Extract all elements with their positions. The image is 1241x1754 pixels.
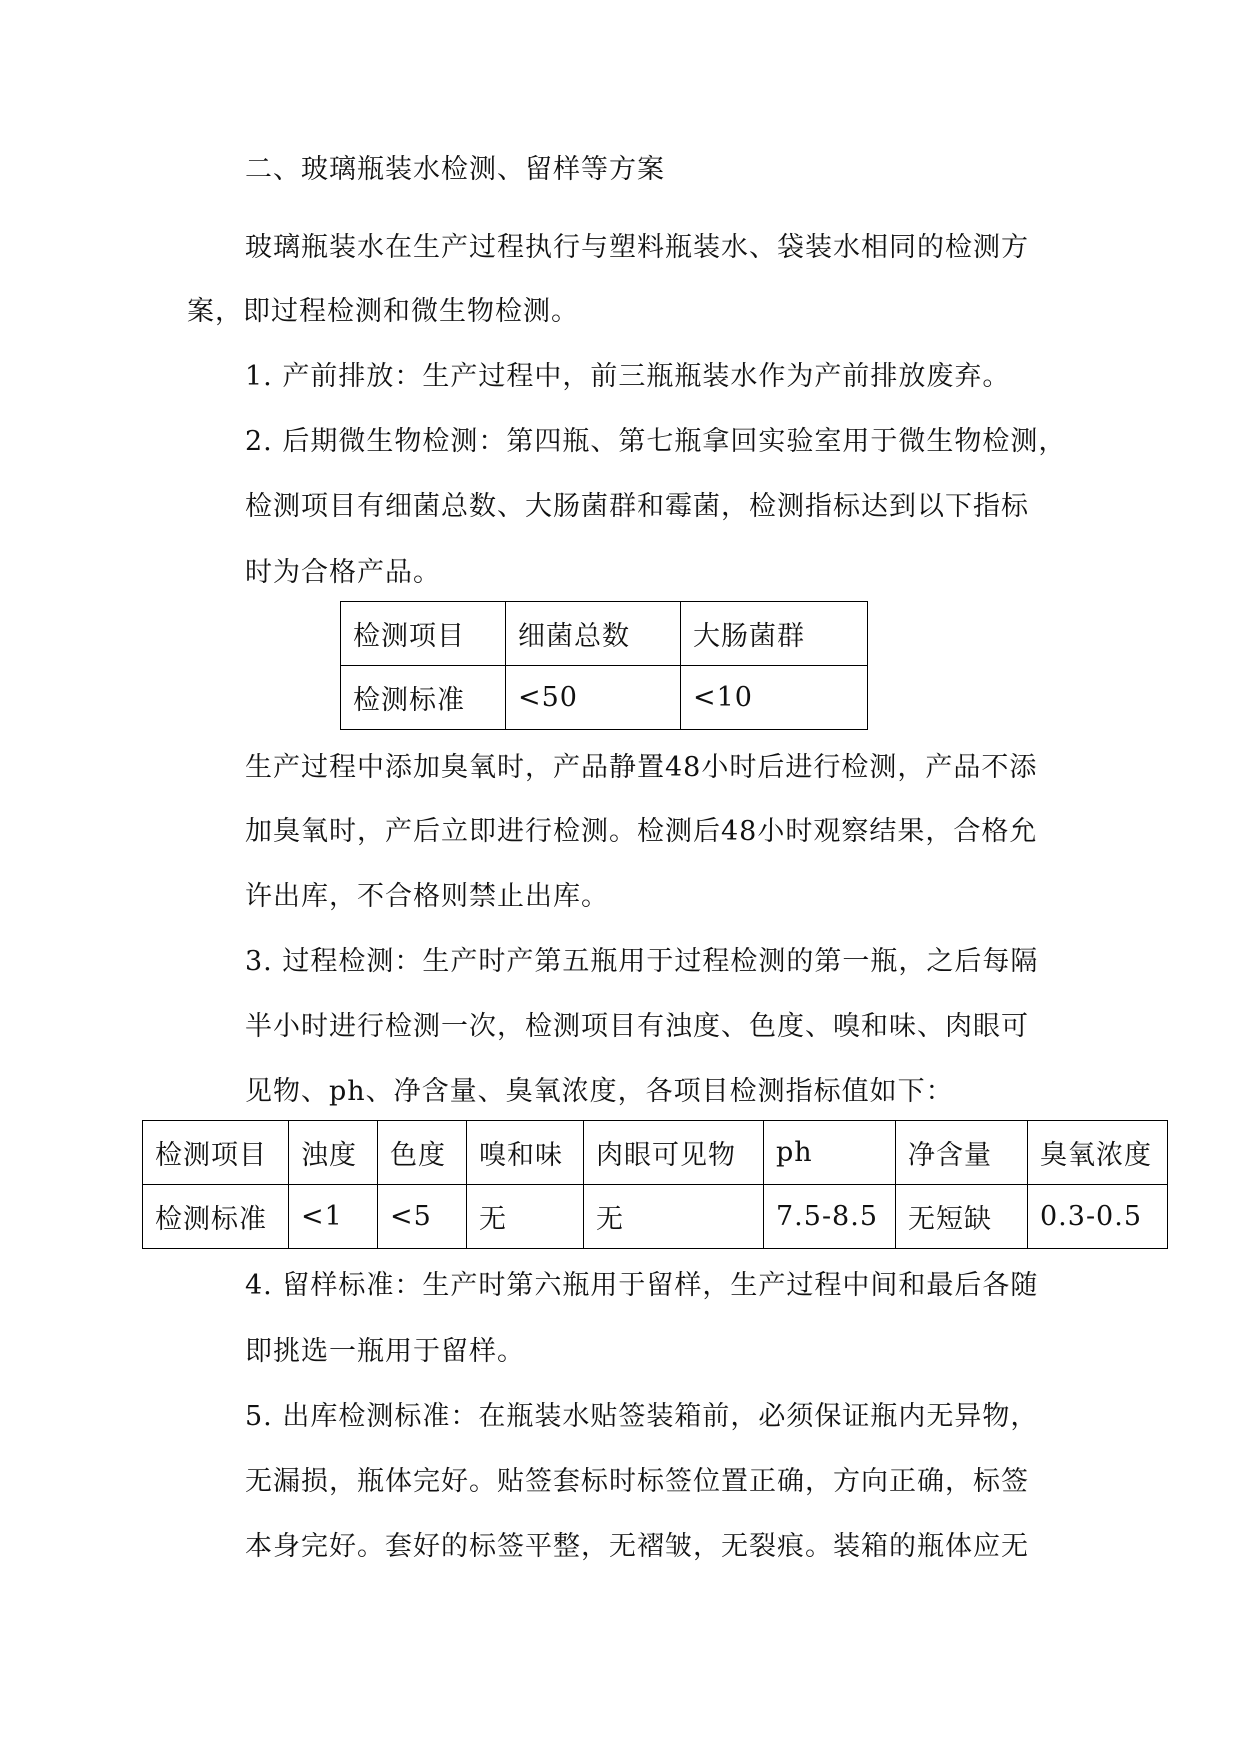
item5-line-1: 5. 出库检测标准：在瓶装水贴签装箱前，必须保证瓶内无异物， [245,1401,1039,1432]
table-cell: 检测项目 [341,602,506,666]
item3-line-3: 见物、ph、净含量、臭氧浓度，各项目检测指标值如下： [245,1076,954,1107]
table-cell: 浊度 [289,1121,378,1185]
ozone-line-1: 生产过程中添加臭氧时，产品静置48小时后进行检测，产品不添 [245,752,1038,783]
table-cell: 检测项目 [143,1121,289,1185]
table-cell: 大肠菌群 [681,602,868,666]
ozone-line-2: 加臭氧时，产后立即进行检测。检测后48小时观察结果，合格允 [245,816,1038,847]
item1-text: 1. 产前排放：生产过程中，前三瓶瓶装水作为产前排放废弃。 [245,361,1011,392]
table-cell: <1 [289,1185,378,1249]
table-cell: 嗅和味 [467,1121,584,1185]
table-row [341,666,868,730]
table-cell: 细菌总数 [506,602,681,666]
table-row [341,602,868,666]
item3-line-1: 3. 过程检测：生产时产第五瓶用于过程检测的第一瓶，之后每隔 [245,946,1039,977]
table-cell: 色度 [378,1121,467,1185]
table-row [143,1121,1168,1185]
table-cell: 净含量 [896,1121,1028,1185]
table-cell: 无 [467,1185,584,1249]
table-cell: 臭氧浓度 [1028,1121,1168,1185]
item2-line-1: 2. 后期微生物检测：第四瓶、第七瓶拿回实验室用于微生物检测， [245,426,1067,457]
item3-line-2: 半小时进行检测一次，检测项目有浊度、色度、嗅和味、肉眼可 [245,1011,1029,1042]
intro-line-2: 案，即过程检测和微生物检测。 [187,296,579,327]
microbial-standard-table [340,601,868,730]
section-heading: 二、玻璃瓶装水检测、留样等方案 [245,154,665,185]
ozone-line-3: 许出库，不合格则禁止出库。 [245,881,609,912]
table-cell: 无 [584,1185,764,1249]
item2-line-2: 检测项目有细菌总数、大肠菌群和霉菌，检测指标达到以下指标 [245,491,1029,522]
process-standard-table [142,1120,1168,1249]
table-cell: 肉眼可见物 [584,1121,764,1185]
table-cell: <50 [506,666,681,730]
table-cell: 检测标准 [143,1185,289,1249]
table-cell: ph [764,1121,896,1185]
item5-line-3: 本身完好。套好的标签平整，无褶皱，无裂痕。装箱的瓶体应无 [245,1531,1029,1562]
table-cell: <10 [681,666,868,730]
table-cell: 0.3-0.5 [1028,1185,1168,1249]
item4-line-2: 即挑选一瓶用于留样。 [245,1336,525,1367]
table-row [143,1185,1168,1249]
table-cell: <5 [378,1185,467,1249]
item2-line-3: 时为合格产品。 [245,557,441,588]
intro-line-1: 玻璃瓶装水在生产过程执行与塑料瓶装水、袋装水相同的检测方 [245,232,1029,263]
table-cell: 检测标准 [341,666,506,730]
item4-line-1: 4. 留样标准：生产时第六瓶用于留样，生产过程中间和最后各随 [245,1270,1039,1301]
item5-line-2: 无漏损，瓶体完好。贴签套标时标签位置正确，方向正确，标签 [245,1466,1029,1497]
table-cell: 无短缺 [896,1185,1028,1249]
table-cell: 7.5-8.5 [764,1185,896,1249]
